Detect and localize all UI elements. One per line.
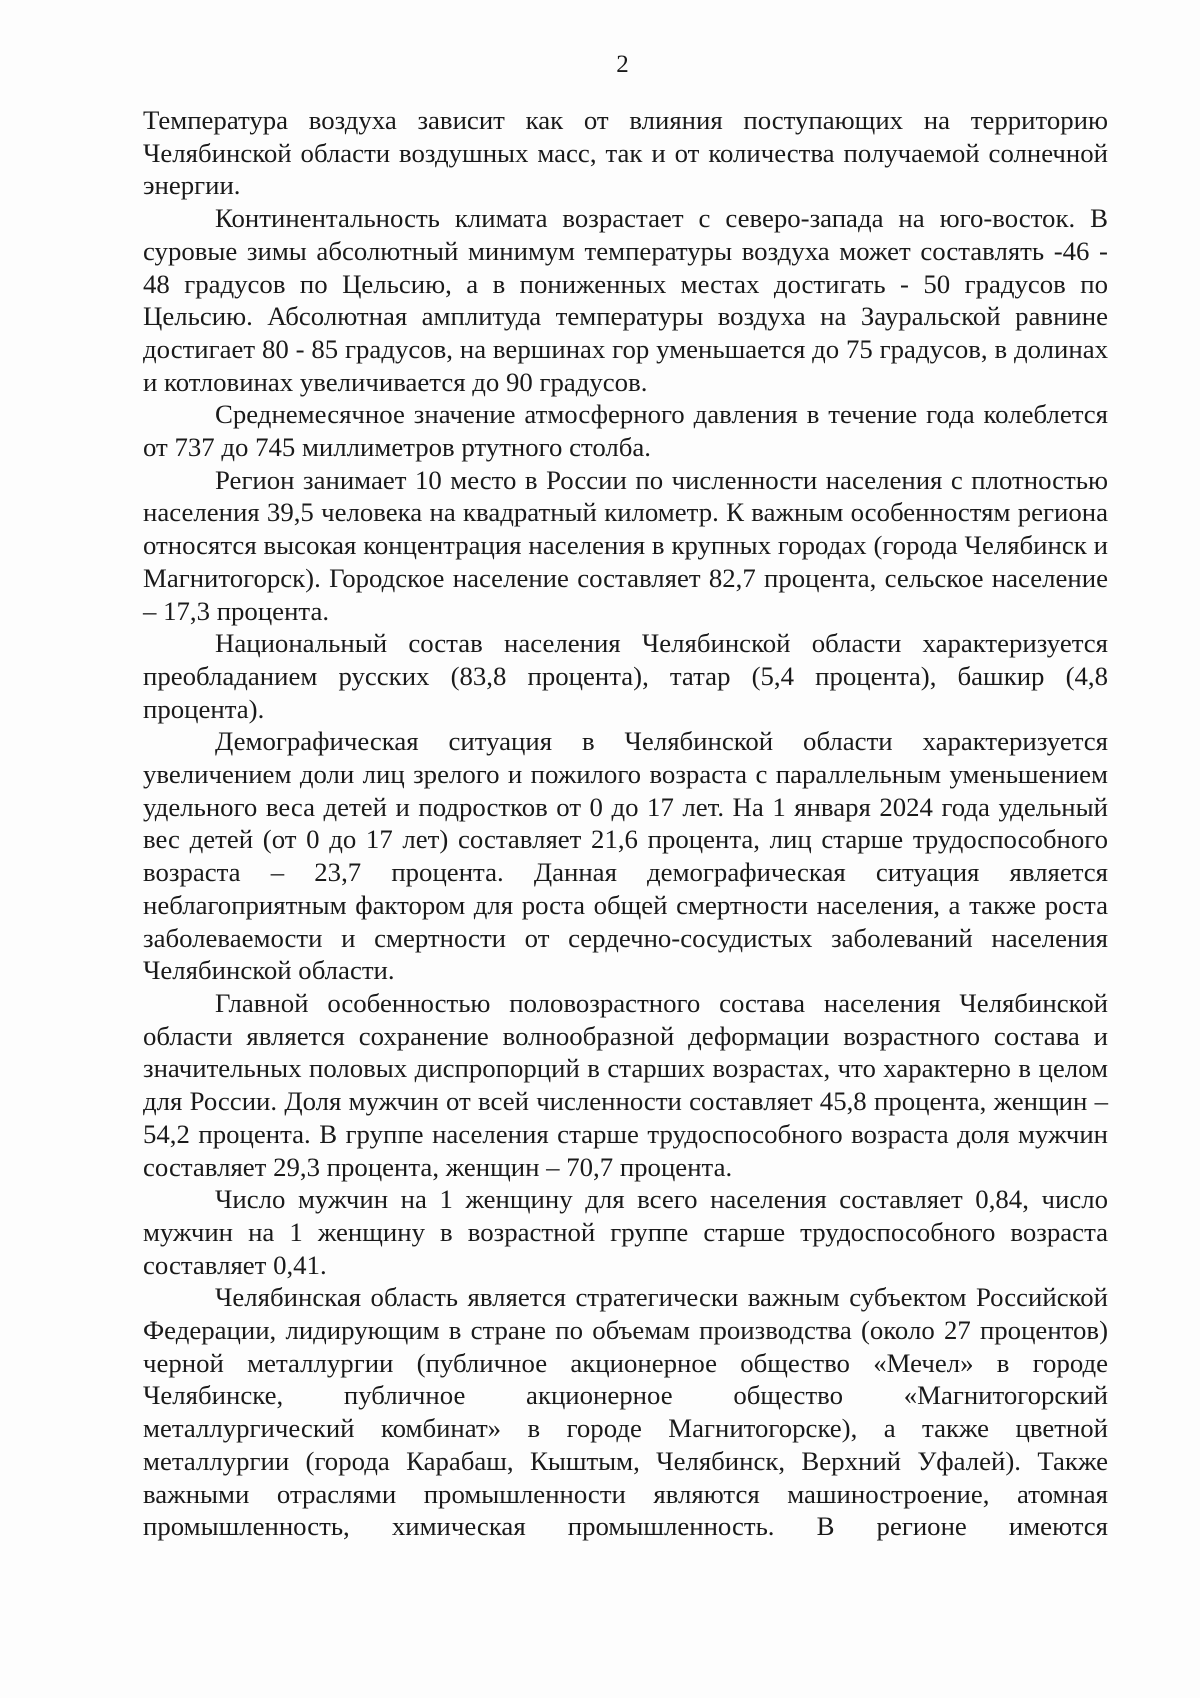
page-number: 2 (616, 51, 629, 78)
paragraph-age-sex-structure: Главной особенностью половозрастного состава населения Челябинской области является сохранение волнообразной деформации возрастного состава и значительных половых диспропорций в старших возрастах, что характерно в целом для России. Доля мужчин от всей численности составляет 45,8 процента, женщин – 54,2 процента. В группе населения старше трудоспособного возраста доля мужчин составляет 29,3 процента, женщин – 70,7 процента. (143, 987, 1108, 1182)
paragraph-demographic-situation: Демографическая ситуация в Челябинской области характеризуется увеличением доли лиц зрелого и пожилого возраста с параллельным уменьшением удельного веса детей и подростков от 0 до 17 лет. На 1 января 2024 года удельный вес детей (от 0 до 17 лет) составляет 21,6 процента, лиц старше трудоспособного возраста – 23,7 процента. Данная демографическая ситуация является неблагоприятным фактором для роста общей смертности населения, а также роста заболеваемости и смертности от сердечно-сосудистых заболеваний населения Челябинской области. (143, 726, 1108, 986)
document-body (143, 104, 1108, 1543)
paragraph-atmospheric-pressure: Среднемесячное значение атмосферного давления в течение года колеблется от 737 до 745 миллиметров ртутного столба. (143, 399, 1108, 463)
paragraph-population: Регион занимает 10 место в России по численности населения с плотностью населения 39,5 человека на квадратный километр. К важным особенностям региона относятся высокая концентрация населения в крупных городах (города Челябинск и Магнитогорск). Городское население составляет 82,7 процента, сельское население – 17,3 процента. (143, 464, 1108, 626)
paragraph-national-composition: Национальный состав населения Челябинской области характеризуется преобладанием русских (83,8 процента), татар (5,4 процента), башкир (4,8 процента). (143, 628, 1108, 724)
paragraph-air-temperature: Температура воздуха зависит как от влияния поступающих на территорию Челябинской области воздушных масс, так и от количества получаемой солнечной энергии. (143, 105, 1108, 201)
paragraph-men-per-woman: Число мужчин на 1 женщину для всего населения составляет 0,84, число мужчин на 1 женщину в возрастной группе старше трудоспособного возраста составляет 0,41. (143, 1184, 1108, 1280)
paragraph-continentality: Континентальность климата возрастает с северо-запада на юго-восток. В суровые зимы абсолютный минимум температуры воздуха может составлять -46 - 48 градусов по Цельсию, а в пониженных местах достигать - 50 градусов по Цельсию. Абсолютная амплитуда температуры воздуха на Зауральской равнине достигает 80 - 85 градусов, на вершинах гор уменьшается до 75 градусов, в долинах и котловинах увеличивается до 90 градусов. (143, 203, 1108, 397)
paragraph-industry: Челябинская область является стратегически важным субъектом Российской Федерации, лидирующим в стране по объемам производства (около 27 процентов) черной металлургии (публичное акционерное общество «Мечел» в городе Челябинске, публичное акционерное общество «Магнитогорский металлургический комбинат» в городе Магнитогорске), а также цветной металлургии (города Карабаш, Кыштым, Челябинск, Верхний Уфалей). Также важными отраслями промышленности являются машиностроение, атомная промышленность, химическая промышленность. В регионе имеются (143, 1282, 1108, 1542)
